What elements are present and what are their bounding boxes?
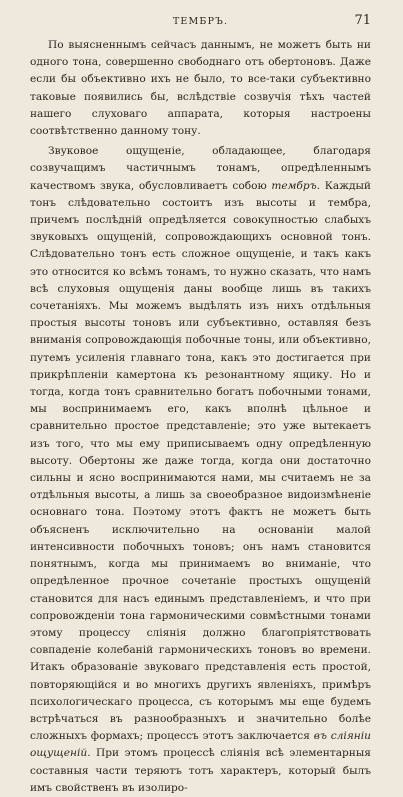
body-text <box>30 37 371 797</box>
paragraph <box>30 37 371 140</box>
running-head <box>30 13 371 31</box>
page-number: 71 <box>354 13 371 28</box>
emphasis-term: тембръ. <box>271 179 321 192</box>
paragraph-text: По выясненнымъ сейчасъ даннымъ, не можетъ быть ни одного тона, совершенно свободнаго отъ обертоновъ. Даже если бы объективно ихъ не было, то все-таки субъективно таковые появились бы, вслѣдствіе созвучія тѣхъ частей нашего слуховаго аппарата, которыя настроены соотвѣтственно данному тону. <box>30 39 371 138</box>
paragraph <box>30 143 371 797</box>
paragraph-text: Каждый тонъ слѣдовательно состоитъ изъ высоты и тембра, причемъ послѣдній опредѣляется совокупностью слабыхъ звуковыхъ ощущеній, сопровождающихъ основной тонъ. Слѣдовательно тонъ есть сложное ощущеніе, и такъ какъ это относится ко всѣмъ тонамъ, то нужно сказать, что намъ всѣ слуховыя ощущенія даны вообще лишь въ такихъ сочетаніяхъ. Мы можемъ выдѣлять изъ нихъ отдѣльныя простыя высоты тоновъ или субъективно, оставляя безъ вниманія сопровождающія побочные тоны, или объективно, путемъ усиленія главнаго тона, какъ это достигается при прикрѣпленіи камертона къ резонантному ящику. Но и тогда, когда тонъ сравнительно богатъ побочными тонами, мы воспринимаемъ его, какъ вполнѣ цѣльное и сравнительно простое представленіе; это уже вытекаетъ изъ того, что мы ему приписываемъ одну опредѣленную высоту. Обертоны же даже тогда, когда они достаточно сильны и ясно воспринимаются нами, мы считаемъ не за отдѣльныя высоты, а лишь за своеобразное видоизмѣненіе основнаго тона. Поэтому этотъ фактъ не можетъ быть объясненъ исключительно на основаніи малой интенсивности побочныхъ тоновъ; онъ намъ становится понятнымъ, когда мы принимаемъ во вниманіе, что опредѣленное прочное сочетаніе простыхъ ощущеній становится для насъ единымъ представленіемъ, и что при сопровожденіи тона гармоническими совмѣстными тонами этому процессу слiянія должно благопріятствовать совпаденіе колебаній гармоническихъ тоновъ во времени. Итакъ образованіе звуковаго представленія есть простой, повторяющійся и во многихъ другихъ явленіяхъ, примѣръ психологическаго процесса, съ которымъ мы еще будемъ встрѣчаться въ разнообразныхъ и значительно болѣе сложныхъ формахъ; процессъ этотъ заключается <box>30 179 371 743</box>
emphasis-term: въ слiяніи ощущеній. <box>30 730 371 760</box>
paragraph-text: Звуковое ощущеніе, обладающее, благодаря созвучащимъ частичнымъ тонамъ, опредѣленнымъ качествомъ звука, обусловливаетъ собою <box>30 145 371 192</box>
running-title: ТЕМБРЪ. <box>172 16 229 27</box>
paragraph-text: При этомъ процессѣ слiянія всѣ элементарныя составныя части теряютъ тотъ характеръ, который былъ имъ свойственъ въ изолиро- <box>30 747 371 794</box>
